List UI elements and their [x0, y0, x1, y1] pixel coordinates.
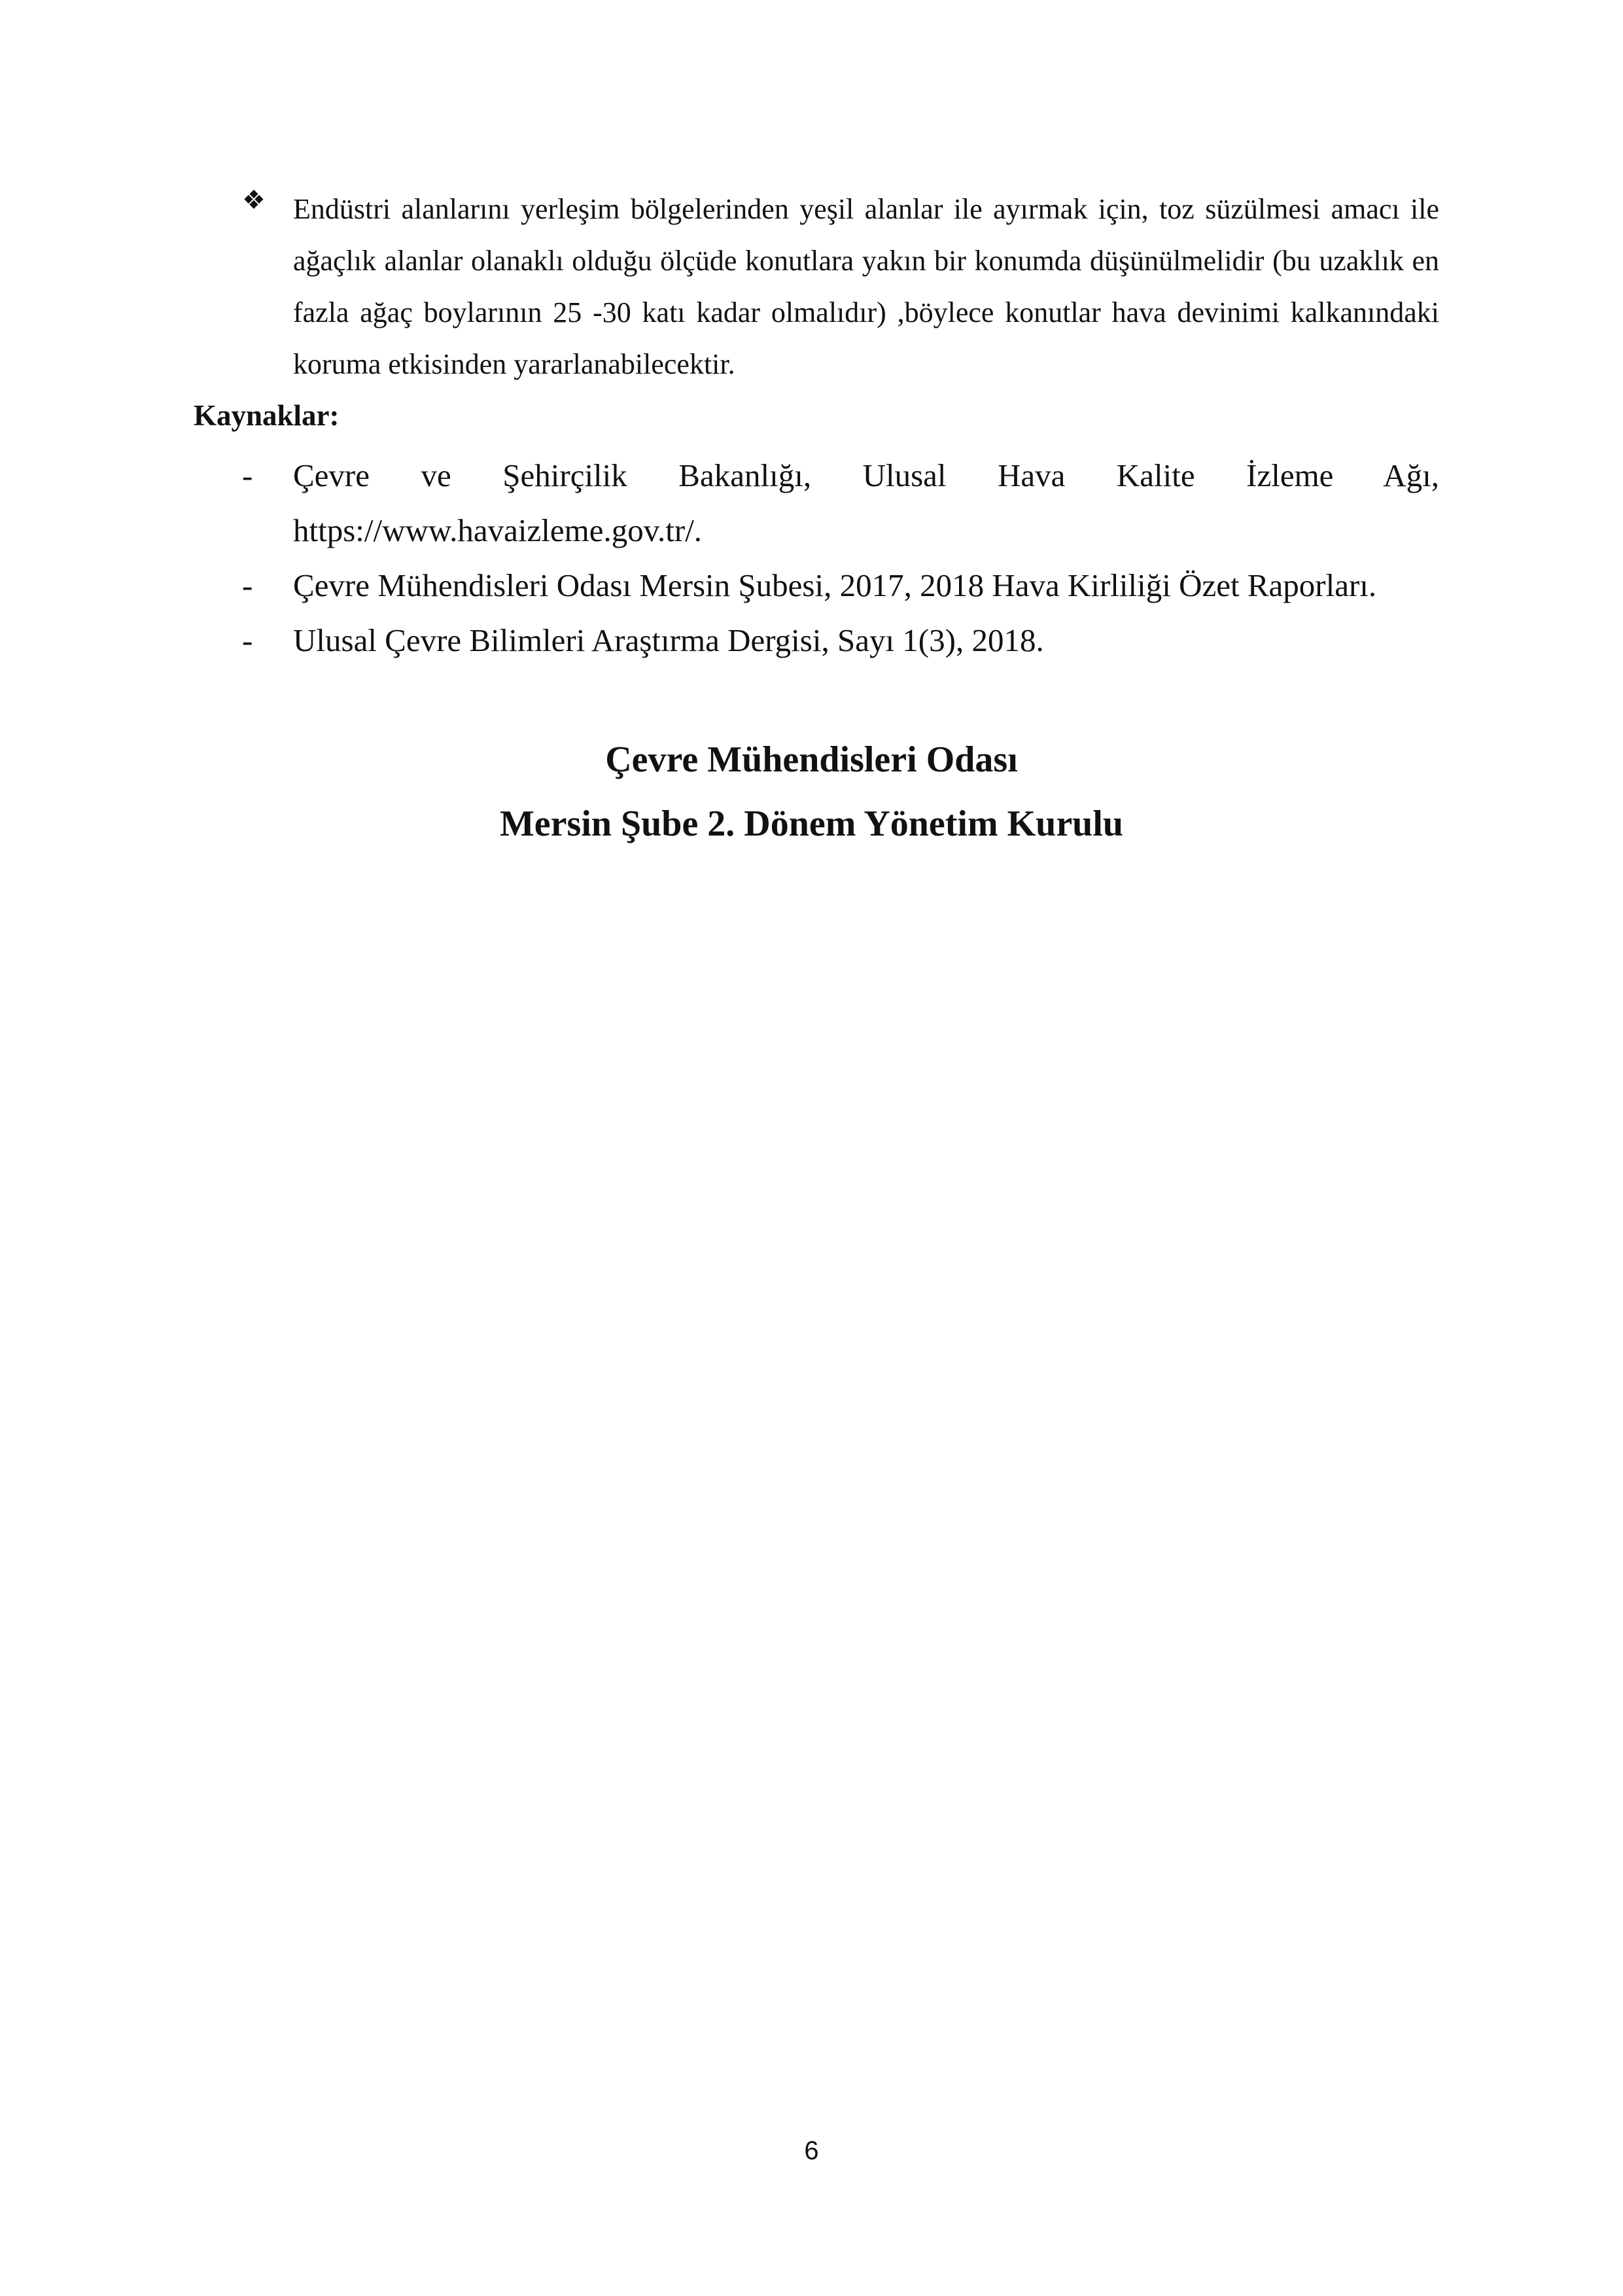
bullet-paragraph: [242, 183, 1439, 390]
signature-board: Mersin Şube 2. Dönem Yönetim Kurulu: [499, 804, 1124, 844]
sources-list: [242, 448, 1439, 668]
source-item-text: Çevre ve Şehirçilik Bakanlığı, Ulusal Hava Kalite İzleme Ağı, https://www.havaizleme.gov.tr/.: [293, 457, 1439, 548]
signature-organization: Çevre Mühendisleri Odası: [605, 739, 1018, 780]
source-item-text: Ulusal Çevre Bilimleri Araştırma Dergisi, Sayı 1(3), 2018.: [293, 622, 1044, 658]
source-item: [242, 558, 1439, 613]
source-item: [242, 613, 1439, 668]
signature-block: [0, 728, 1623, 856]
list-dash: -: [242, 622, 253, 658]
list-dash: -: [242, 457, 253, 493]
bullet-paragraph-text: Endüstri alanlarını yerleşim bölgelerinden yeşil alanlar ile ayırmak için, toz süzülmesi amacı ile ağaçlık alanlar olanaklı olduğu ölçüde konutlara yakın bir konumda düşünülmelidir (bu uzaklık en fazla ağaç boylarının 25 -30 katı kadar olmalıdır) ,böylece konutlar hava devinimi kalkanındaki koruma etkisinden yararlanabilecektir.: [293, 193, 1439, 380]
list-dash: -: [242, 567, 253, 603]
page-number: 6: [804, 2136, 819, 2165]
source-item-text: Çevre Mühendisleri Odası Mersin Şubesi, 2017, 2018 Hava Kirliliği Özet Raporları.: [293, 567, 1377, 603]
source-item: [242, 448, 1439, 558]
four-diamond-bullet-icon: ❖: [242, 185, 266, 215]
sources-heading: Kaynaklar:: [194, 399, 340, 432]
